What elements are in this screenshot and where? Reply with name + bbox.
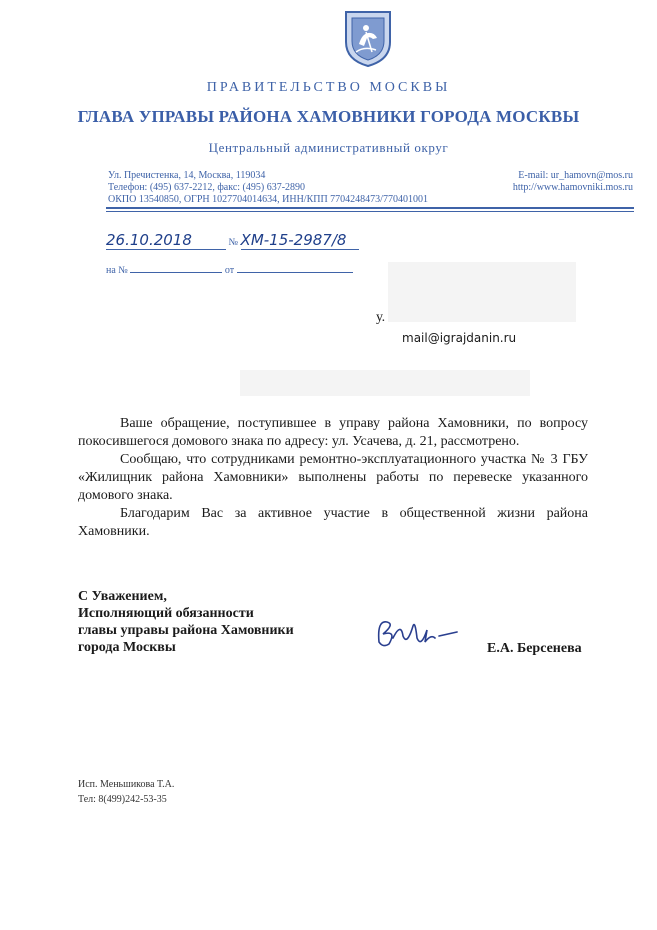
registration-number-prefix: № xyxy=(228,237,239,248)
letterhead-rule-thick xyxy=(106,207,634,209)
registration-line xyxy=(106,231,359,250)
government-title: ПРАВИТЕЛЬСТВО МОСКВЫ xyxy=(206,80,451,95)
website-line: http://www.hamovniki.mos.ru xyxy=(512,182,633,193)
reference-line xyxy=(106,264,353,276)
letterhead-rule-thin xyxy=(106,211,634,212)
closing-line-3: главы управы района Хамовники xyxy=(78,623,294,638)
contact-block xyxy=(108,170,428,206)
body-paragraph-2: Сообщаю, что сотрудниками ремонтно-эксплуатационного участка № 3 ГБУ «Жилищник района Хамовники» выполнены работы по перевеске указанного домового знака. xyxy=(78,452,588,503)
redacted-salutation xyxy=(240,370,530,396)
contact-web-block xyxy=(513,170,633,194)
executor-name: Исп. Меньшикова Т.А. xyxy=(78,779,175,790)
reference-number-blank xyxy=(130,264,222,273)
okrug-title: Центральный административный округ xyxy=(208,140,449,155)
registration-date: 26.10.2018 xyxy=(106,231,226,250)
handwritten-signature xyxy=(373,612,463,654)
closing-line-4: города Москвы xyxy=(78,640,176,655)
letter-body xyxy=(78,415,588,541)
phone-line: Телефон: (495) 637-2212, факс: (495) 637-2890 xyxy=(108,182,306,193)
registration-number: ХМ-15-2987/8 xyxy=(241,231,359,250)
reference-date-blank xyxy=(237,264,353,273)
body-paragraph-3: Благодарим Вас за активное участие в общественной жизни района Хамовники. xyxy=(78,506,588,539)
signatory-name: Е.А. Берсенева xyxy=(487,641,582,656)
reference-from: от xyxy=(224,265,235,276)
redacted-recipient-name xyxy=(388,262,576,322)
body-paragraph-1: Ваше обращение, поступившее в управу района Хамовники, по вопросу покосившегося домового знака по адресу: ул. Усачева, д. 21, рассмотрено. xyxy=(78,416,588,449)
executor-block xyxy=(78,777,174,807)
address-line: Ул. Пречистенка, 14, Москва, 119034 xyxy=(108,170,266,181)
recipient-fragment: у. xyxy=(376,310,386,325)
closing-line-2: Исполняющий обязанности xyxy=(78,606,254,621)
head-title: ГЛАВА УПРАВЫ РАЙОНА ХАМОВНИКИ ГОРОДА МОСКВЫ xyxy=(77,107,580,126)
reference-prefix: на № xyxy=(106,265,128,276)
email-line: E-mail: ur_hamovn@mos.ru xyxy=(518,170,633,181)
moscow-coat-of-arms-icon xyxy=(342,8,394,68)
executor-phone: Тел: 8(499)242-53-35 xyxy=(78,794,167,805)
codes-line: ОКПО 13540850, ОГРН 1027704014634, ИНН/КПП 7704248473/770401001 xyxy=(108,194,428,205)
closing-block xyxy=(78,588,294,656)
recipient-email: mail@igrajdanin.ru xyxy=(402,331,517,345)
closing-line-1: С Уважением, xyxy=(78,589,167,604)
